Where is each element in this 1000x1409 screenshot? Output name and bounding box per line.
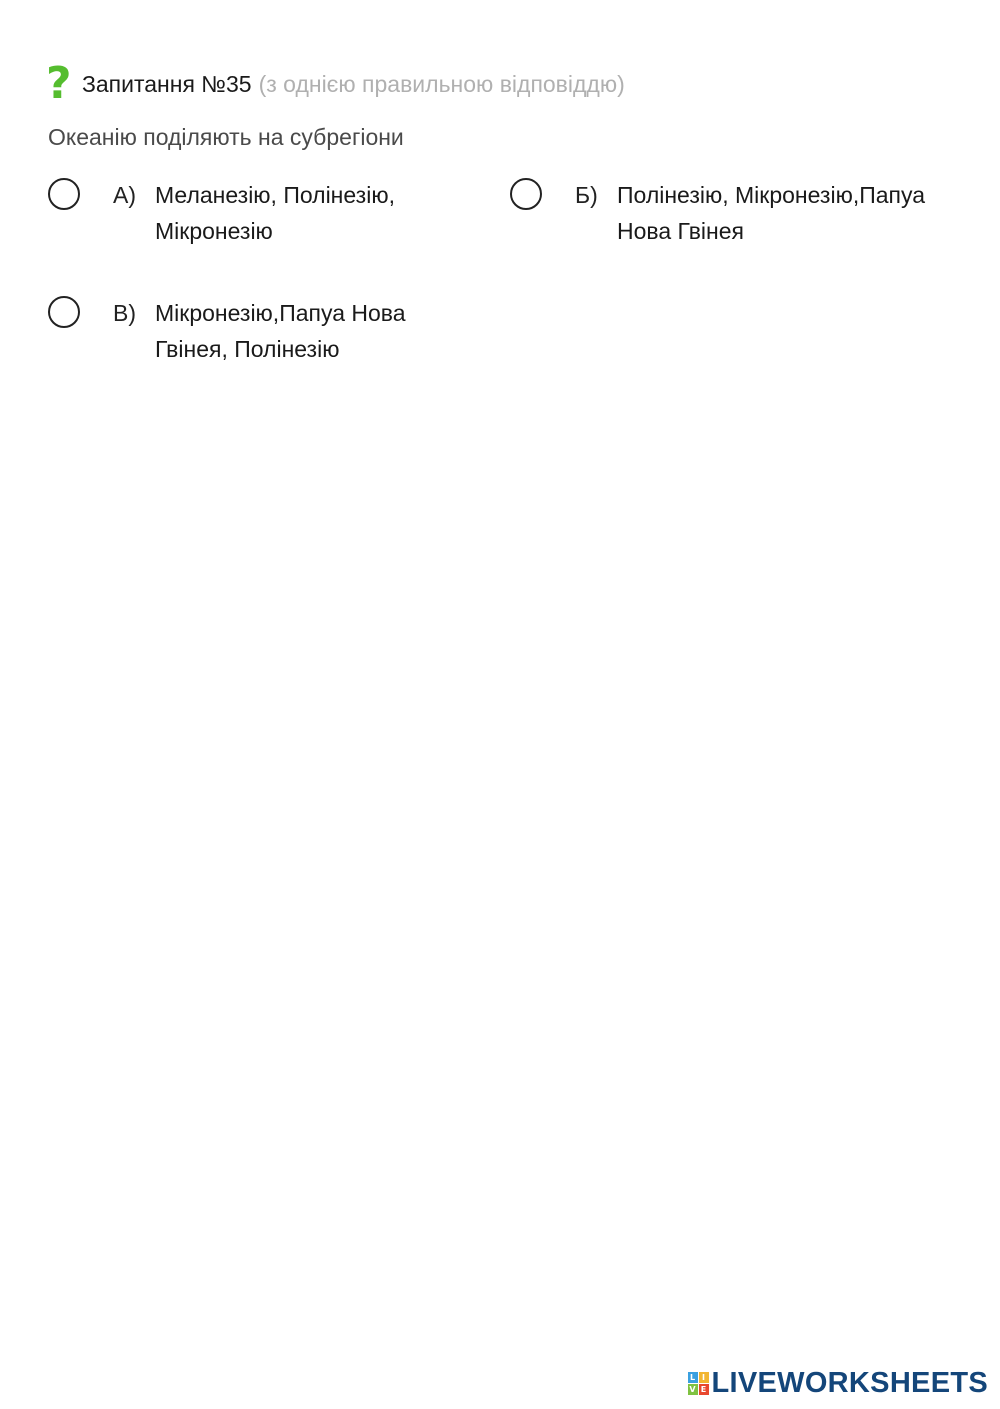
- option-text-b: Полінезію, Мікронезію,Папуа Нова Гвінея: [617, 182, 926, 244]
- live-badge-icon: L I V E: [688, 1372, 709, 1395]
- option-letter-b: Б): [575, 182, 598, 208]
- radio-button-c[interactable]: [48, 296, 80, 328]
- brand-name: LIVEWORKSHEETS: [711, 1366, 988, 1399]
- question-mark-icon: ?: [46, 58, 72, 109]
- question-header: [46, 58, 625, 109]
- question-title: Запитання №35: [82, 70, 252, 97]
- option-text-a: Меланезію, Полінезію, Мікронезію: [155, 182, 395, 244]
- question-text: Океанію поділяють на субрегіони: [48, 124, 404, 150]
- radio-button-a[interactable]: [48, 178, 80, 210]
- option-letter-a: А): [113, 182, 136, 208]
- radio-button-b[interactable]: [510, 178, 542, 210]
- option-text-c: Мікронезію,Папуа Нова Гвінея, Полінезію: [155, 300, 406, 362]
- question-hint: (з однією правильною відповіддю): [258, 70, 625, 97]
- liveworksheets-logo: [688, 1367, 989, 1399]
- option-letter-c: В): [113, 300, 136, 326]
